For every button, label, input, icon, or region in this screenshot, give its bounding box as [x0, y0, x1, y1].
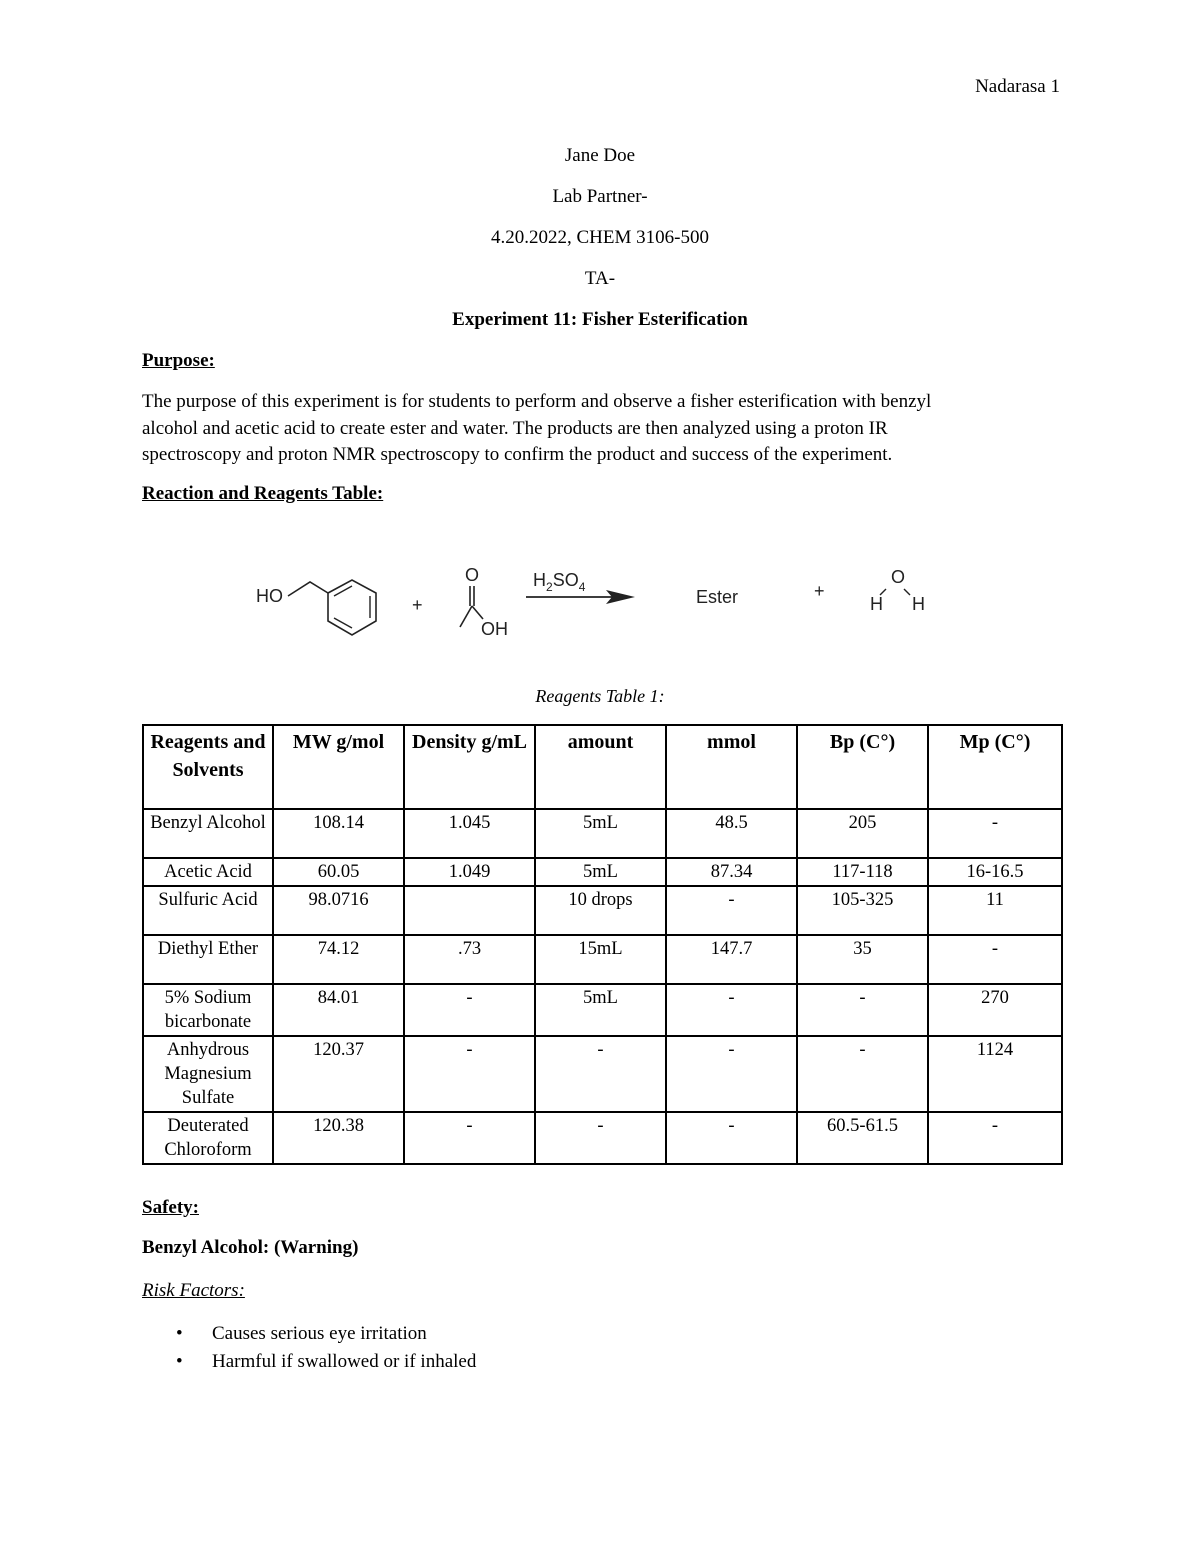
table-cell: Diethyl Ether	[143, 935, 273, 984]
table-cell: 60.05	[273, 858, 404, 886]
table-cell: 74.12	[273, 935, 404, 984]
table-cell: -	[535, 1036, 666, 1112]
table-cell: Acetic Acid	[143, 858, 273, 886]
chemical-hazard-heading: Benzyl Alcohol: (Warning)	[142, 1237, 359, 1258]
table-header-row	[143, 725, 1062, 809]
table-cell: -	[666, 1036, 797, 1112]
water-bond	[904, 589, 910, 595]
purpose-line: The purpose of this experiment is for students to perform and observe a fisher esterification with benzyl	[142, 391, 932, 412]
table-row	[143, 935, 1062, 984]
table-cell: 48.5	[666, 809, 797, 858]
table-cell: Sulfuric Acid	[143, 886, 273, 935]
table-cell: 108.14	[273, 809, 404, 858]
table-cell: 16-16.5	[928, 858, 1062, 886]
reagents-table	[142, 724, 1063, 1165]
hydroxyl-bond	[472, 606, 483, 619]
purpose-heading: Purpose:	[142, 350, 215, 371]
lab-partner: Lab Partner-	[552, 186, 648, 207]
table-cell: 120.38	[273, 1112, 404, 1164]
column-header: Mp (C°)	[928, 725, 1062, 809]
table-cell: -	[797, 984, 928, 1036]
table-cell: -	[928, 809, 1062, 858]
reaction-heading: Reaction and Reagents Table:	[142, 483, 384, 504]
water-o-label: O	[891, 567, 906, 587]
column-header: MW g/mol	[273, 725, 404, 809]
safety-heading: Safety:	[142, 1197, 199, 1218]
table-cell: 205	[797, 809, 928, 858]
table-cell: -	[666, 1112, 797, 1164]
table-cell	[404, 886, 535, 935]
table-row	[143, 809, 1062, 858]
purpose-paragraph	[142, 389, 1062, 469]
table-cell: 35	[797, 935, 928, 984]
table-caption: Reagents Table 1:	[535, 686, 665, 706]
table-cell: -	[404, 1036, 535, 1112]
teaching-assistant: TA-	[584, 268, 616, 289]
table-cell: 105-325	[797, 886, 928, 935]
table-cell: Deuterated Chloroform	[143, 1112, 273, 1164]
table-cell: 1124	[928, 1036, 1062, 1112]
bullet-icon: •	[176, 1323, 183, 1344]
table-cell: -	[535, 1112, 666, 1164]
experiment-title: Experiment 11: Fisher Esterification	[452, 309, 748, 330]
column-header: Bp (C°)	[797, 725, 928, 809]
column-header: Density g/mL	[404, 725, 535, 809]
table-cell: 98.0716	[273, 886, 404, 935]
purpose-line: alcohol and acetic acid to create ester and water. The products are then analyzed using a proton IR	[142, 417, 888, 439]
ester-product-label: Ester	[696, 587, 739, 607]
table-cell: 60.5-61.5	[797, 1112, 928, 1164]
table-cell: 10 drops	[535, 886, 666, 935]
reaction-scheme	[240, 555, 940, 655]
table-row	[143, 1036, 1062, 1112]
table-cell: Benzyl Alcohol	[143, 809, 273, 858]
table-cell: 1.045	[404, 809, 535, 858]
table-cell: 5mL	[535, 984, 666, 1036]
purpose-line: spectroscopy and proton NMR spectroscopy to confirm the product and success of the experiment.	[142, 444, 893, 465]
table-cell: -	[797, 1036, 928, 1112]
table-cell: 5% Sodium bicarbonate	[143, 984, 273, 1036]
table-cell: -	[404, 1112, 535, 1164]
methyl-bond	[460, 606, 472, 627]
column-header: mmol	[666, 725, 797, 809]
water-h-label: H	[870, 594, 883, 614]
student-name: Jane Doe	[564, 145, 636, 166]
acetic-acid-o-label: O	[465, 565, 480, 585]
catalyst-label: $H_2SO_4$	[533, 570, 586, 594]
table-row	[143, 886, 1062, 935]
table-cell: -	[666, 984, 797, 1036]
risk-list	[172, 1320, 476, 1376]
column-header: amount	[535, 725, 666, 809]
table-cell: 1.049	[404, 858, 535, 886]
table-cell: -	[928, 935, 1062, 984]
plus-sign: +	[814, 581, 825, 601]
page-header: Nadarasa 1	[975, 76, 1060, 97]
table-cell: -	[404, 984, 535, 1036]
table-cell: 117-118	[797, 858, 928, 886]
risk-factors-heading: Risk Factors:	[142, 1280, 245, 1301]
table-row	[143, 1112, 1062, 1164]
benzyl-alcohol-oh-label: HO	[256, 586, 283, 606]
table-cell: -	[666, 886, 797, 935]
table-row	[143, 858, 1062, 886]
benzyl-alcohol-chain	[288, 582, 328, 596]
table-cell: 87.34	[666, 858, 797, 886]
date-course: 4.20.2022, CHEM 3106-500	[491, 227, 709, 248]
bullet-icon: •	[176, 1351, 183, 1372]
plus-sign: +	[412, 595, 423, 615]
table-cell: -	[928, 1112, 1062, 1164]
table-cell: .73	[404, 935, 535, 984]
table-cell: 11	[928, 886, 1062, 935]
table-cell: 270	[928, 984, 1062, 1036]
table-row	[143, 984, 1062, 1036]
water-h-label: H	[912, 594, 925, 614]
column-header: Reagents and Solvents	[143, 725, 273, 809]
list-item: • Causes serious eye irritation	[212, 1320, 476, 1348]
table-cell: 147.7	[666, 935, 797, 984]
table-cell: 15mL	[535, 935, 666, 984]
list-item: • Harmful if swallowed or if inhaled	[212, 1348, 476, 1376]
table-cell: 5mL	[535, 858, 666, 886]
benzene-ring	[328, 580, 376, 635]
acetic-acid-oh-label: OH	[481, 619, 508, 639]
table-cell: 5mL	[535, 809, 666, 858]
table-cell: 120.37	[273, 1036, 404, 1112]
table-cell: 84.01	[273, 984, 404, 1036]
table-cell: Anhydrous Magnesium Sulfate	[143, 1036, 273, 1112]
